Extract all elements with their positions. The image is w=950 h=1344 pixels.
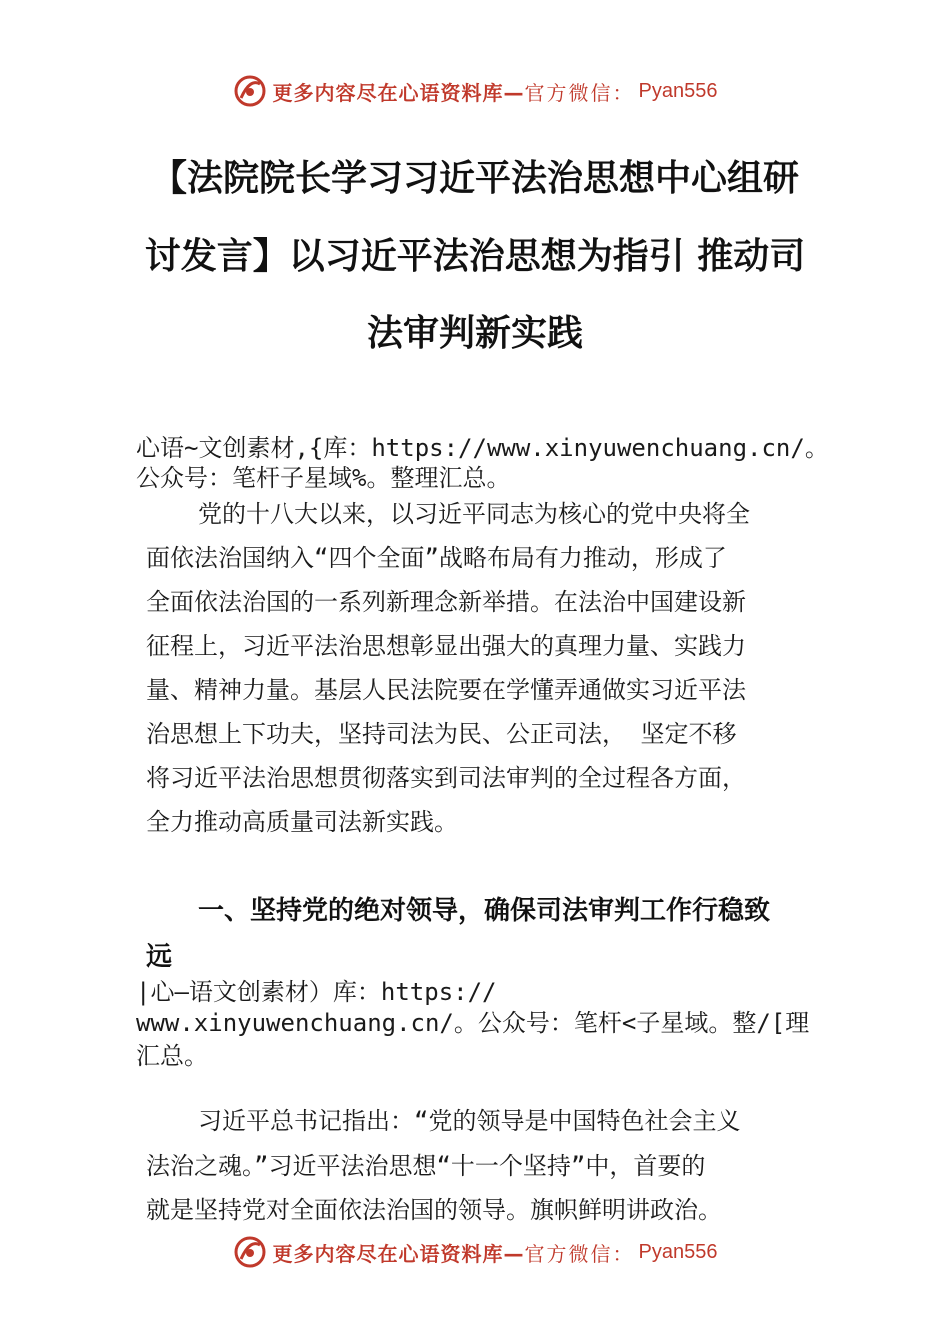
source-note-2-line-1: |心—语文创素材）库：https:// <box>136 978 497 1006</box>
source-note-2-line-3: 汇总。 <box>136 1042 208 1070</box>
section-heading-line-1: 一、坚持党的绝对领导，确保司法审判工作行稳致 <box>198 896 771 926</box>
paragraph-1-line: 征程上，习近平法治思想彰显出强大的真理力量、实践力 <box>146 632 746 660</box>
source-note-1-line-1: 心语~文创素材,{库：https://www.xinyuwenchuang.cn/。 <box>136 434 829 462</box>
banner-wechat-id: Pyan556 <box>638 79 718 102</box>
paragraph-1-line: 党的十八大以来，以习近平同志为核心的党中央将全 <box>198 500 750 528</box>
banner-wechat-id: Pyan556 <box>638 1240 718 1263</box>
paragraph-1-line: 面依法治国纳入“四个全面”战略布局有力推动，形成了 <box>146 544 727 572</box>
banner-wechat-label: 官方微信： <box>524 80 635 105</box>
document-title-line-3: 法审判新实践 <box>366 313 583 354</box>
logo-icon <box>233 1235 267 1269</box>
banner-text: 更多内容尽在心语资料库— <box>272 80 525 105</box>
paragraph-1-line: 量、精神力量。基层人民法院要在学懂弄通做实习近平法 <box>146 676 746 704</box>
header-banner <box>0 74 950 108</box>
paragraph-2-line: 法治之魂。”习近平法治思想“十一个坚持”中，首要的 <box>146 1152 706 1180</box>
section-heading-line-2: 远 <box>146 942 173 972</box>
banner-text: 更多内容尽在心语资料库— <box>272 1241 525 1266</box>
paragraph-2-line: 就是坚持党对全面依法治国的领导。旗帜鲜明讲政治。 <box>146 1196 722 1224</box>
source-note-1-line-2: 公众号：笔杆子星域%。整理汇总。 <box>136 464 511 492</box>
paragraph-1-line: 将习近平法治思想贯彻落实到司法审判的全过程各方面， <box>146 764 746 792</box>
paragraph-2-line: 习近平总书记指出：“党的领导是中国特色社会主义 <box>198 1107 741 1135</box>
document-title-line-2: 讨发言】以习近平法治思想为指引 推动司 <box>144 236 806 277</box>
paragraph-1-line: 全面依法治国的一系列新理念新举措。在法治中国建设新 <box>146 588 746 616</box>
document-title-line-1: 【法院院长学习习近平法治思想中心组研 <box>150 158 799 199</box>
footer-banner <box>0 1235 950 1269</box>
source-note-2-line-2: www.xinyuwenchuang.cn/。公众号：笔杆<子星域。整/[理 <box>136 1009 810 1037</box>
paragraph-1-line: 治思想上下功夫，坚持司法为民、公正司法， 坚定不移 <box>146 720 737 748</box>
banner-wechat-label: 官方微信： <box>524 1241 635 1266</box>
logo-icon <box>233 74 267 108</box>
paragraph-1-line: 全力推动高质量司法新实践。 <box>146 808 458 836</box>
